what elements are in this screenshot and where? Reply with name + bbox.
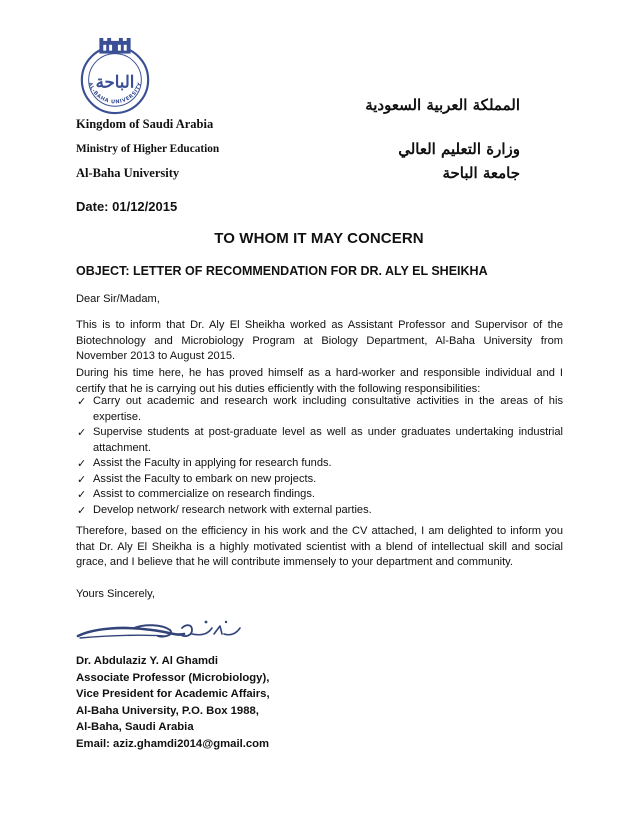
signatory-email: Email: aziz.ghamdi2014@gmail.com bbox=[76, 737, 270, 750]
logo-ring-text: AL-BAHA UNIVERSITY bbox=[86, 81, 144, 106]
checkmark-icon: ✓ bbox=[77, 488, 87, 501]
signatory-position: Vice President for Academic Affairs, bbox=[76, 688, 270, 701]
letter-date: Date: 01/12/2015 bbox=[76, 199, 178, 214]
letter-title: TO WHOM IT MAY CONCERN bbox=[214, 230, 424, 247]
paragraph-intro: This is to inform that Dr. Aly El Sheikha worked as Assistant Professor and Supervisor of the Biotechnology and Microbiology Program at Biology Department, Al-Baha University from November 2013 to August 2015. bbox=[76, 319, 563, 362]
header-ministry-arabic: وزارة التعليم العالي bbox=[398, 140, 520, 158]
signatory-block bbox=[76, 653, 270, 753]
checkmark-icon: ✓ bbox=[77, 503, 87, 517]
logo-arabic-text: الباحة bbox=[95, 71, 135, 92]
responsibilities-list bbox=[76, 394, 563, 518]
salutation: Dear Sir/Madam, bbox=[76, 293, 160, 305]
paragraph-conclusion: Therefore, based on the efficiency in his work and the CV attached, I am delighted to inform you that Dr. Aly El Sheikha is a highly motivated scientist with a blend of intellectual skill and social grace, and I believe that he will contribute immensely to your department and community. bbox=[76, 525, 563, 568]
header-university-arabic: جامعة الباحة bbox=[442, 164, 520, 182]
checkmark-icon: ✓ bbox=[77, 457, 87, 470]
signatory-name: Dr. Abdulaziz Y. Al Ghamdi bbox=[76, 655, 219, 667]
list-item: ✓ Develop network/ research network with external parties. bbox=[77, 503, 372, 517]
list-item: ✓ Carry out academic and research work including consultative activities in the areas of his expertise. bbox=[77, 395, 563, 423]
signatory-title: Associate Professor (Microbiology), bbox=[76, 671, 270, 684]
header-ministry: Ministry of Higher Education bbox=[76, 143, 220, 155]
list-item: ✓ Assist the Faculty to embark on new projects. bbox=[77, 472, 317, 486]
letter-object: OBJECT: LETTER OF RECOMMENDATION FOR DR. ALY EL SHEIKHA bbox=[76, 264, 488, 278]
signatory-city: Al-Baha, Saudi Arabia bbox=[76, 721, 194, 734]
checkmark-icon: ✓ bbox=[77, 426, 87, 439]
list-item: ✓ Supervise students at post-graduate level as well as under graduates undertaking industrial attachment. bbox=[77, 426, 563, 454]
header-kingdom-arabic: المملكة العربية السعودية bbox=[365, 96, 520, 114]
paragraph-performance: During his time here, he has proved himself as a hard-worker and responsible individual and I certify that he is carrying out his duties efficiently with the following responsibilities: bbox=[76, 367, 563, 395]
header-kingdom: Kingdom of Saudi Arabia bbox=[76, 117, 214, 131]
university-logo bbox=[76, 36, 154, 116]
list-item: ✓ Assist to commercialize on research findings. bbox=[77, 488, 315, 501]
signatory-address: Al-Baha University, P.O. Box 1988, bbox=[76, 704, 259, 717]
checkmark-icon: ✓ bbox=[77, 395, 87, 408]
signature-image bbox=[74, 614, 244, 648]
closing: Yours Sincerely, bbox=[76, 588, 155, 600]
checkmark-icon: ✓ bbox=[77, 472, 87, 486]
header-university: Al-Baha University bbox=[76, 166, 180, 180]
list-item: ✓ Assist the Faculty in applying for research funds. bbox=[77, 457, 332, 470]
